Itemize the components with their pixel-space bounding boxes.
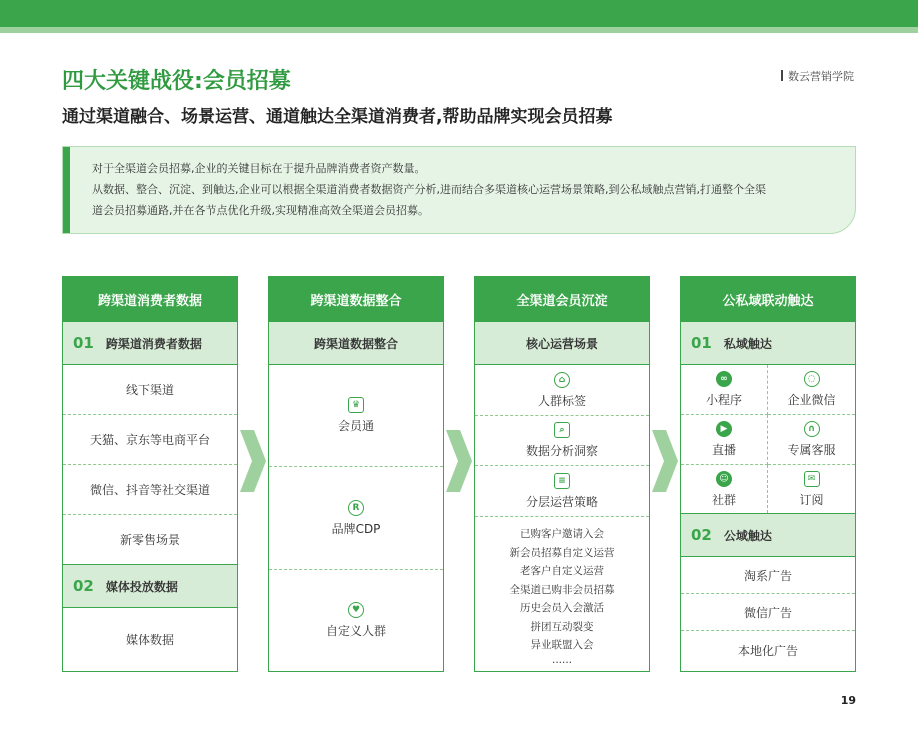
- scenario-item: 历史会员入会激活: [520, 602, 604, 614]
- column-header: 跨渠道数据整合: [269, 277, 443, 321]
- column-member-deposit: [474, 276, 650, 672]
- wecom-icon: ◌: [804, 371, 820, 387]
- scenario-item: 老客户自定义运营: [520, 565, 604, 577]
- page-subtitle: 通过渠道融合、场景运营、通道触达全渠道消费者,帮助品牌实现会员招募: [62, 107, 613, 127]
- grid-item: [768, 415, 855, 465]
- mini-program-icon: ∞: [716, 371, 732, 387]
- arrow-connector-3: [652, 430, 678, 492]
- scenario-item: 已购客户邀请入会: [520, 528, 604, 540]
- scenario-item: 新会员招募自定义运营: [509, 546, 615, 559]
- section-header: [63, 564, 237, 608]
- item-label: 自定义人群: [325, 624, 386, 638]
- column-data-integration: [268, 276, 444, 672]
- headset-icon: ∩: [804, 421, 820, 437]
- page-title: 四大关键战役:会员招募: [62, 69, 291, 94]
- list-item: [269, 467, 443, 570]
- list-item: 媒体数据: [125, 633, 174, 647]
- scenario-list: [475, 517, 649, 665]
- brand-label: 数云营销学院: [781, 68, 854, 84]
- item-label: 企业微信: [787, 393, 836, 407]
- item-label: 分层运营策略: [525, 494, 598, 509]
- item-label: 品牌CDP: [331, 521, 381, 536]
- arrow-connector-1: [240, 430, 266, 492]
- section-label: 媒体投放数据: [105, 579, 178, 594]
- item-label: 订阅: [799, 492, 824, 507]
- column-header: 公私域联动触达: [681, 277, 855, 321]
- list-item: 天猫、京东等电商平台: [63, 415, 237, 465]
- section-label: 私域触达: [723, 336, 772, 351]
- subscribe-icon: ✉: [804, 471, 820, 487]
- item-label: 专属客服: [787, 443, 836, 457]
- item-label: 数据分析洞察: [525, 444, 598, 458]
- intro-line: 从数据、整合、沉淀、到触达,企业可以根据全渠道消费者数据资产分析,进而结合多渠道核心运营场景策略,到公私域触点营销,打通整个全渠: [92, 183, 766, 196]
- live-stream-icon: ▶: [716, 421, 732, 437]
- section-number: 02: [691, 526, 712, 544]
- column-header: 跨渠道消费者数据: [63, 277, 237, 321]
- item-label: 会员通: [337, 419, 374, 433]
- intro-line: 道会员招募通路,并在各节点优化升级,实现精准高效全渠道会员招募。: [92, 204, 429, 217]
- item-label: 社群: [711, 492, 736, 507]
- list-item: 微信广告: [681, 594, 855, 631]
- grid-item: [681, 465, 768, 513]
- column-touchpoints: [680, 276, 856, 672]
- top-light-bar: [0, 27, 918, 33]
- scenario-item: 拼团互动裂变: [530, 620, 594, 633]
- user-heart-icon: ♥: [348, 602, 364, 618]
- community-icon: ☺: [716, 471, 732, 487]
- crown-icon: ♛: [348, 397, 364, 413]
- scenario-item: 全渠道已购非会员招募: [509, 583, 615, 596]
- column-header: 全渠道会员沉淀: [475, 277, 649, 321]
- grid-item: [768, 465, 855, 513]
- grid-item: [681, 415, 768, 465]
- list-item: [269, 365, 443, 467]
- registered-icon: R: [348, 500, 364, 516]
- grid-item: [768, 365, 855, 415]
- list-item: 本地化广告: [737, 643, 798, 658]
- section-number: 01: [73, 334, 94, 352]
- item-label: 小程序: [705, 393, 742, 407]
- list-item: 微信、抖音等社交渠道: [63, 465, 237, 515]
- item-label: 直播: [711, 443, 736, 457]
- section-number: 01: [691, 334, 712, 352]
- list-item: [475, 416, 649, 466]
- arrow-connector-2: [446, 430, 472, 492]
- layers-icon: ≡: [554, 473, 570, 489]
- intro-line: 对于全渠道会员招募,企业的关键目标在于提升品牌消费者资产数量。: [92, 162, 426, 175]
- item-label: 人群标签: [537, 393, 586, 408]
- private-channel-grid: [681, 365, 855, 513]
- list-item: 线下渠道: [63, 365, 237, 415]
- section-header: [681, 321, 855, 365]
- analysis-icon: ⌕: [554, 422, 570, 438]
- section-header: [63, 321, 237, 365]
- scenario-item: ......: [551, 653, 573, 666]
- section-header: 核心运营场景: [475, 321, 649, 365]
- list-item: [269, 570, 443, 671]
- tag-icon: ⌂: [554, 372, 570, 388]
- page-number: 19: [840, 694, 856, 707]
- grid-item: [681, 365, 768, 415]
- top-green-bar: [0, 0, 918, 27]
- column-consumer-data: [62, 276, 238, 672]
- section-label: 跨渠道消费者数据: [105, 336, 202, 351]
- list-item: 新零售场景: [119, 533, 180, 547]
- intro-box: [62, 146, 856, 234]
- section-label: 公域触达: [723, 528, 772, 543]
- section-number: 02: [73, 577, 94, 595]
- list-item: [475, 466, 649, 517]
- list-item: 淘系广告: [681, 557, 855, 594]
- section-header: 跨渠道数据整合: [269, 321, 443, 365]
- scenario-item: 异业联盟入会: [530, 639, 594, 651]
- list-item: [475, 365, 649, 416]
- section-header: [681, 513, 855, 557]
